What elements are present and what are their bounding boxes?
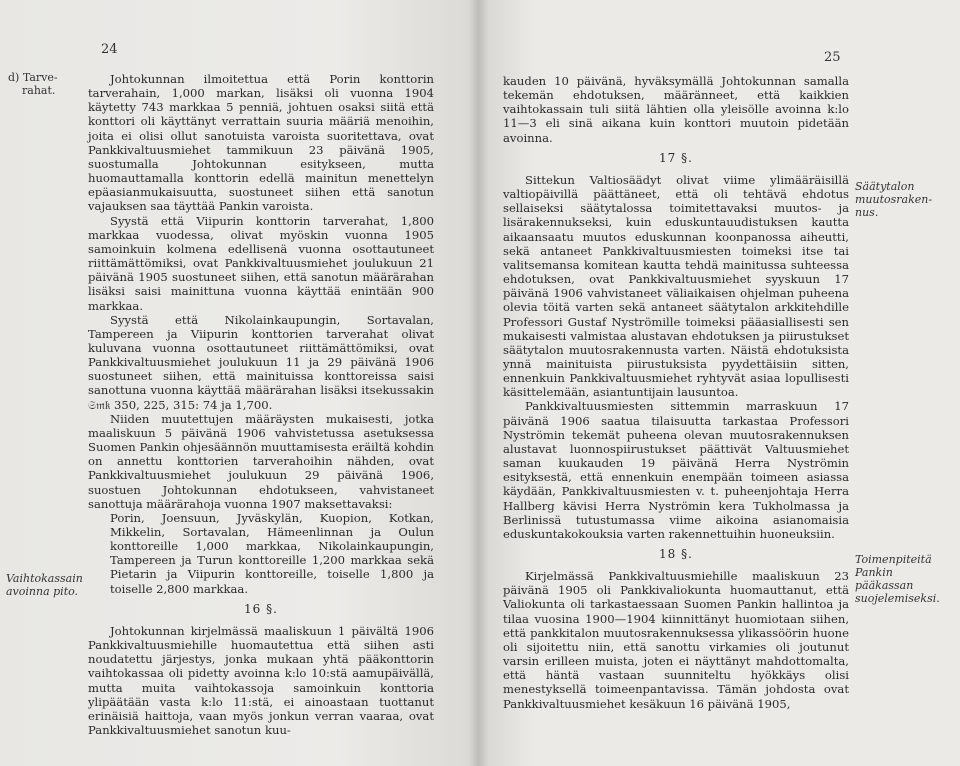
margin-note-vaihtokassain xyxy=(6,572,86,598)
left-body xyxy=(88,72,434,737)
paragraph: Johtokunnan ilmoitettua että Porin konttorin tarverahain, 1,000 markan, lisäksi oli vuonna 1904 käytetty 743 markkaa 5 penniä, johtuen osaksi siitä että konttori oli käyttänyt verrattain suuria määriä menoihin, joita ei olisi ollut sanotuista varoista suoritettava, ovat Pankkivaltuusmiehet tammikuun 23 päivänä 1905, suostumalla Johtokunnan esitykseen, mutta huomauttamalla konttorin edellä mainitun menettelyn epäasianmukaisuutta, suostuneet siihen että sanotun vajauksen saa täyttää Pankin varoista. xyxy=(88,72,434,214)
margin-note-tarverahat xyxy=(8,71,88,97)
margin-note-line: pääkassan xyxy=(855,579,914,592)
paragraph: Pankkivaltuusmiesten sittemmin marraskuun 17 päivänä 1906 saatua tilaisuutta tarkastaa Professori Nyströmin tekemät puheena olevan muutosrakennuksen alustavat luonnospiirustukset päättivät Valtuusmiehet saman kuukauden 19 päivänä Herra Nyströmin esityksestä, että ennenkuin enempään toimeen asiassa käydään, Pankkivaltuusmiesten v. t. puheenjohtaja Herra Hallberg kävisi Herra Nyströmin kera Tukholmassa ja Berlinissä tutustumassa viime aikoina asianomaisia eduskuntakokouksia varten rakennettuihin huoneuksiin. xyxy=(503,399,849,541)
section-heading: 16 §. xyxy=(244,601,278,616)
margin-note-toimenpiteita xyxy=(855,553,955,605)
margin-note-line: d) Tarve- xyxy=(8,71,58,84)
paragraph: Johtokunnan kirjelmässä maaliskuun 1 päivältä 1906 Pankkivaltuusmiehille huomautettua että siihen asti noudatettu järjestys, jonka mukaan yhtä pääkonttorin vaihtokassaa oli pidetty avoinna k:lo 10:stä aamupäivällä, mutta muita vaihtokassoja samoinkuin konttoria ylipäätään vasta k:lo 11:stä, ei ainoastaan tuottanut erinäisiä haittoja, vaan myös jonkun verran vaaraa, ovat Pankkivaltuusmiehet sanotun kuu- xyxy=(88,623,434,738)
margin-note-saatytalo xyxy=(855,180,955,219)
margin-note-line: rahat. xyxy=(22,84,56,97)
margin-note-line: nus. xyxy=(855,206,879,219)
paragraph: Niiden muutettujen määräysten mukaisesti, jotka maaliskuun 5 päivänä 1906 vahvistetussa asetuksessa Suomen Pankin ohjesäännön muuttamisesta eräiltä kohdin on annettu konttorien tarverahoihin nähden, ovat Pankkivaltuusmiehet joulukuun 29 päivänä 1906, suostuen Johtokunnan ehdotukseen, vahvistaneet sanottuja määrärahoja vuonna 1907 maksettavaksi: xyxy=(88,411,434,511)
margin-note-line: Säätytalon xyxy=(855,180,915,193)
paragraph: Syystä että Nikolainkaupungin, Sortavalan, Tampereen ja Viipurin konttorien tarverahat olivat kuluvana vuonna osottautuneet riittämättömiksi, ovat Pankkivaltuusmiehet joulukuun 11 ja 29 päivänä 1906 suostuneet siihen, että mainituissa konttoreissa saisi sanottuna vuonna käyttää määrärahan lisäksi itsekussakin 𝔖𝔪𝔨 350, 225, 315: 74 ja 1,700. xyxy=(88,312,434,412)
paragraph: Sittekun Valtiosäädyt olivat viime ylimääräisillä valtiopäivillä päättäneet, että oli tehtävä ehdotus sellaiseksi säätytalossa toimitettavaksi muutos- ja lisärakennukseksi, kuin eduskuntauudistuksen kautta aikaansaatu muutos eduskunnan koonpanossa aiheutti, sekä antaneet Pankkivaltuusmiesten toimeksi itse tai valitsemansa komitean kautta tehdä mainitussa suhteessa ehdotuksen, ovat Pankkivaltuusmiehet syyskuun 17 päivänä 1906 vahvistaneet väliaikaisen ohjelman puheena olevia töitä varten sekä antaneet säätytalon arkkitehdille Professori Gustaf Nyströmille toimeksi pääasiallisesti sen mukaisesti valmistaa alustavan ehdotuksen ja piirustukset säätytalon muutosrakennusta varten. Näistä ehdotuksista ynnä mainituista piirustuksista pyydettäisiin sitten, ennenkuin Pankkivaltuusmiehet ryhtyvät asiaa lopullisesti käsittelemään, asiantuntijain lausuntoa. xyxy=(503,172,849,400)
margin-note-line: Pankin xyxy=(855,566,893,579)
right-body xyxy=(503,74,849,711)
page-number: 25 xyxy=(824,50,841,65)
margin-note-line: Vaihtokassain xyxy=(6,572,83,585)
paragraph: Kirjelmässä Pankkivaltuusmiehille maaliskuun 23 päivänä 1905 oli Pankkivaliokunta huomauttanut, että Valiokunta oli tarkastaessaan Suomen Pankin hallintoa ja tilaa vuosina 1900—1904 kiinnittänyt huomiotaan siihen, että pankkitalon muutosrakennuksessa ylikassöörin huone oli sijoitettu niin, että sanottu virkamies oli joutunut varsin erilleen muista, joten ei näyttänyt mahdottomalta, että häntä vastaan suunniteltu hyökkäys olisi menestyksellä toimeenpantavissa. Tämän johdosta ovat Pankkivaltuusmiehet kesäkuun 16 päivänä 1905, xyxy=(503,569,849,711)
left-page xyxy=(0,0,478,766)
book-gutter xyxy=(468,0,488,766)
paragraph: Porin, Joensuun, Jyväskylän, Kuopion, Kotkan, Mikkelin, Sortavalan, Hämeenlinnan ja Oulun konttoreille 1,000 markkaa, Nikolainkaupungin, Tampereen ja Turun konttoreille 1,200 markkaa sekä Pietarin ja Viipurin konttoreille, toiselle 1,800 ja toiselle 2,800 markkaa. xyxy=(110,510,434,596)
margin-note-line: muutosraken- xyxy=(855,193,933,206)
right-page xyxy=(478,0,960,766)
margin-note-line: Toimenpiteitä xyxy=(855,553,932,566)
paragraph: Syystä että Viipurin konttorin tarverahat, 1,800 markkaa vuodessa, olivat myöskin vuonna 1905 samoinkuin kolmena edellisenä vuonna osottautuneet riittämättömiksi, ovat Pankkivaltuusmiehet joulukuun 21 päivänä 1905 suostuneet siihen, että sanotun määrärahan lisäksi saisi mainittuna vuonna käyttää enintään 900 markkaa. xyxy=(88,213,434,313)
margin-note-line: suojelemiseksi. xyxy=(855,592,940,605)
section-heading: 18 §. xyxy=(659,547,693,561)
margin-note-line: avoinna pito. xyxy=(6,585,79,598)
paragraph: kauden 10 päivänä, hyväksymällä Johtokunnan samalla tekemän ehdotuksen, määränneet, että kaikkien vaihtokassain tuli siitä lähtien olla yleisölle avoinna k:lo 11—3 eli sinä aikana kuin konttori muutoin pidetään avoinna. xyxy=(503,74,849,145)
section-heading: 17 §. xyxy=(659,150,693,165)
page-number: 24 xyxy=(101,42,118,57)
